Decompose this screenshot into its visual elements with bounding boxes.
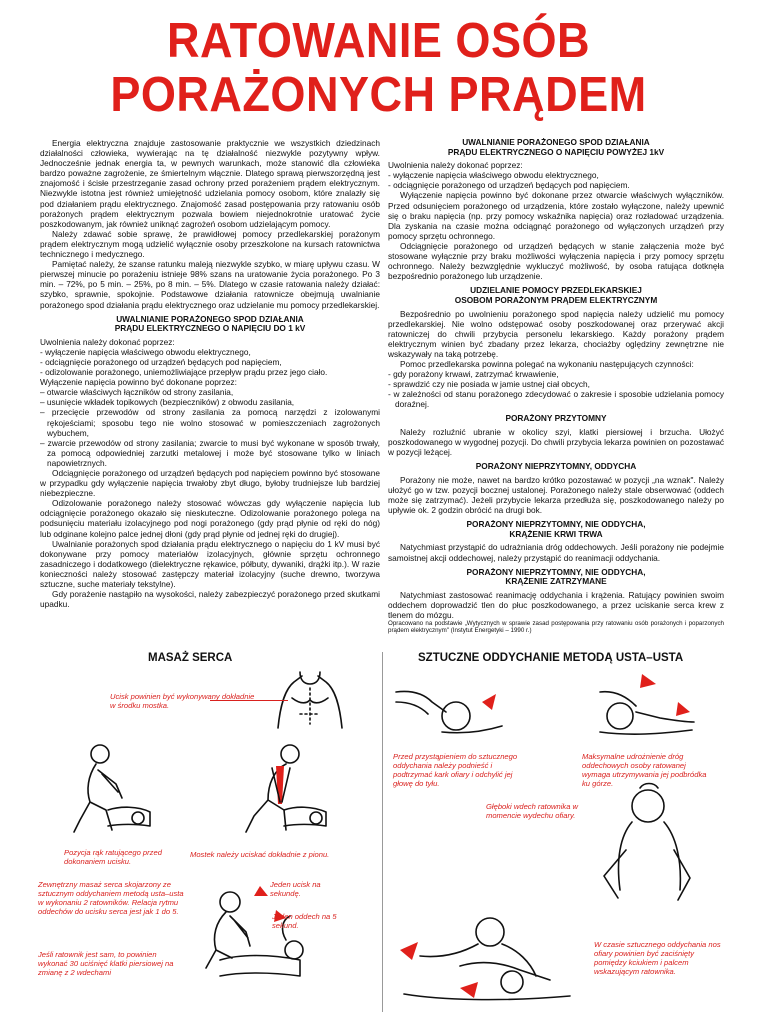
poster-title (30, 14, 726, 122)
head-tilt-illustration (392, 672, 512, 742)
body-paragraph: Natychmiast zastosować reanimację oddychania i krążenia. Ratujący powinien swoim oddechem doprowadzić tlen do płuc poszkodowanego, a przez uciskanie serca krew z tlenem do mózgu. (388, 589, 724, 621)
chin-lift-illustration (580, 672, 700, 742)
body-paragraph: Gdy porażenie nastąpiło na wysokości, należy zabezpieczyć porażonego przed skutkami upadku. (40, 589, 380, 610)
caption-before-breathing: Przed przystąpieniem do sztucznego oddychania należy podnieść i podtrzymać kark ofiary i odchylić jej głowę do tyłu. (393, 752, 518, 788)
caption-one-breath: Jeden oddech na 5 sekund. (272, 912, 337, 930)
body-paragraph: Natychmiast przystąpić do udrażniania dróg oddechowych. Jeśli porażony nie podejmie samoistnej akcji oddechowej, należy przystąpić do reanimacji oddychania. (388, 542, 724, 563)
caption-two-rescuers: Zewnętrzny masaż serca skojarzony ze sztucznym oddychaniem metodą usta–usta w wykonaniu 2 ratowników. Relacja rytmu oddechów do ucisku serca jest jak 1 do 5. (38, 880, 184, 916)
list-item: – otwarcie właściwych łączników od strony zasilania, (40, 387, 234, 398)
list-item: – zwarcie przewodów od strony zasilania; zwarcie to musi być wykonane w sposób trwały, za pomocą odpowiedniej zarzutki metalowej i może być stosowane tylko w liniach napowietrznych. (40, 437, 380, 468)
list-item: - odciągnięcie porażonego od urządzeń będących pod napięciem. (388, 180, 630, 191)
caption-sternum-vertical: Mostek należy uciskać dokładnie z pionu. (190, 850, 330, 859)
first-aid-list (388, 369, 724, 409)
mouth-to-mouth-title: SZTUCZNE ODDYCHANIE METODĄ USTA–USTA (418, 652, 684, 664)
intro-paragraph: Należy zdawać sobie sprawę, że prawidłowej pomocy przedlekarskiej porażonym prądem elektrycznym mogą udzielić wyłącznie osoby przeszkolone na kursach ratownictwa technicznego i medycznego. (40, 228, 380, 260)
body-paragraph: Uwalnianie porażonych spod działania prądu elektrycznego o napięciu do 1 kV musi być dokonywane przy pomocy materiałów izolacyjnych, głównie sprzętu ochronnego zasadniczego i dodatkowego (dielektryczne rękawice, półbuty, dywaniki, drążki itp.). W razie konieczności należy stosować zastępczy materiał izolacyjny (suche drewno, tworzywa sztuczne, suche materiały tekstylne). (40, 538, 380, 590)
caption-deep-breath: Głęboki wdech ratownika w momencie wydechu ofiary. (486, 802, 579, 820)
body-paragraph: Odizolowanie porażonego należy stosować wówczas gdy wyłączenie napięcia lub odciągnięcie porażonego okazało się nieskuteczne. Odizolowanie porażonego polega na podsunięciu materiału izolacyjnego pod nogi porażonego (gdy prąd płynie od ręki do nóg) lub odginane kolejno palce jednej dłoni (gdy prąd płynie od jednej ręki do drugiej). (40, 498, 380, 539)
heading-unconscious-breathing: PORAŻONY NIEPRZYTOMNY, ODDYCHA (475, 461, 637, 472)
rescuer-arms-vertical-illustration (232, 740, 332, 840)
list-item: - sprawdzić czy nie posiada w jamie ustnej ciał obcych, (388, 379, 590, 390)
right-column (388, 138, 724, 635)
rescuer-kneeling-illustration (60, 740, 160, 840)
section-heading-above-1kv: UWALNIANIE PORAŻONEGO SPOD DZIAŁANIA PRĄDU ELEKTRYCZNEGO O NAPIĘCIU POWYŻEJ 1kV (447, 137, 665, 157)
section-intro: Uwolnienia należy dokonać poprzez: (388, 160, 523, 171)
heart-massage-title: MASAŻ SERCA (148, 652, 233, 664)
body-paragraph: Wyłączenie napięcia powinno być dokonane przez otwarcie właściwych wyłączników. Przed odsunięciem porażonego od urządzenia, które zostało wyłączone, należy upewnić się o braku napięcia (np. przy pomocy wskaźnika napięcia) oraz rozładować urządzenia. Dla zyskania na czasie można odciągnąć porażonego od wyłączonych urządzeń przy pomocy sprzętu ochronnego. (388, 190, 724, 241)
caption-press-point: Ucisk powinien być wykonywany dokładnie w środku mostka. (110, 692, 255, 710)
switch-off-list (40, 387, 380, 468)
heading-conscious: PORAŻONY PRZYTOMNY (505, 413, 607, 424)
list-item: - odciągnięcie porażonego od urządzeń będących pod napięciem, (40, 356, 282, 367)
left-column (40, 138, 380, 609)
caption-single-rescuer: Jeśli ratownik jest sam, to powinien wykonać 30 uciśnięć klatki piersiowej na zmianę z 2 wdechami (38, 950, 174, 977)
body-paragraph: Pomoc przedlekarska powinna polegać na wykonaniu następujących czynności: (400, 358, 694, 369)
list-item: - odizolowanie porażonego, uniemożliwiające przepływ prądu przez jego ciało. (40, 367, 328, 378)
intro-paragraph: Energia elektryczna znajduje zastosowanie praktycznie we wszystkich dziedzinach działalności człowieka, wywierając na tę działalność niezwykle pozytywny wpływ. Jednocześnie jednak energia ta, w pewnych warunkach, może stanowić dla człowieka bardzo poważne zagrożenie, ze śmiertelnym włącznie. Dlatego sprawą pierwszorzędną jest znajomość i ścisłe przestrzeganie zasad ochrony przed porażeniem prądem elektrycznym. Niezwykle istotna jest również umiejętność udzielania pomocy osobom, które znalazły się pod działaniem prądu elektrycznego. Znajomość zasad postępowania przy ratowaniu osób porażonych prądem elektrycznym pozwala bowiem niejednokrotnie uratować życie poszkodowanym, jak również uniknąć zagrożeń osobom udzielającym pomocy. (40, 138, 380, 229)
body-paragraph: Odciągnięcie porażonego od urządzeń będących w stanie załączenia może być stosowane wyłącznie przy braku możliwości wyłączenia napięcia i przy pomocy sprzętu ochronnego. Należy bezwzględnie wykluczyć możliwość, by osoba ratująca dotknęła bezpośrednio porażonego lub urządzenie. (388, 240, 724, 282)
caption-hands-position: Pozycja rąk ratującego przed dokonaniem ucisku. (64, 848, 162, 866)
list-item: – usunięcie wkładek topikowych (bezpieczników) z obwodu zasilania, (40, 397, 295, 408)
source-note: Opracowano na podstawie „Wytycznych w sprawie zasad postępowania przy ratowaniu osób porażonych i poparzonych prądem elektrycznym" (Instytut Energetyki – 1990 r.) (388, 620, 724, 635)
release-methods-list (40, 347, 380, 377)
body-paragraph: Bezpośrednio po uwolnieniu porażonego spod napięcia należy udzielić mu pomocy przedlekarskiej. Nie wolno odstępować osoby poszkodowanej oraz przerywać akcji ratowniczej do chwili przybycia personelu lekarskiego. Każdy porażony prądem elektrycznym winien być zbadany przez lekarza, chociażby oględziny zewnętrzne nie wskazywały na taką potrzebę. (388, 308, 724, 359)
section-intro: Uwolnienia należy dokonać poprzez: (40, 336, 175, 347)
release-methods-list (388, 170, 724, 190)
caption-nose-pinch: W czasie sztucznego oddychania nos ofiary powinien być zaciśnięty pomiędzy kciukiem i palcem wskazującym ratownika. (594, 940, 721, 976)
list-item: - w zależności od stanu porażonego zdecydować o zakresie i sposobie udzielania pomocy doraźnej. (388, 389, 724, 410)
section-heading-first-aid: UDZIELANIE POMOCY PRZEDLEKARSKIEJ OSOBOM PORAŻONYM PRĄDEM ELEKTRYCZNYM (454, 285, 658, 305)
list-item: – przecięcie przewodów od strony zasilania za pomocą narzędzi z izolowanymi rękojeściami; sposobu tego nie wolno stosować w pomieszczeniach zagrożonych wybuchem, (40, 407, 380, 438)
list-item: - gdy porażony krwawi, zatrzymać krwawienie, (388, 369, 559, 380)
switch-off-intro: Wyłączenie napięcia powinno być dokonane poprzez: (40, 377, 237, 388)
caption-one-press: Jeden ucisk na sekundę. (270, 880, 321, 898)
intro-paragraph: Pamiętać należy, że szanse ratunku maleją niezwykle szybko, w miarę upływu czasu. W pierwszej minucie po porażeniu istnieje 98% szans na uratowanie życia porażonego. Po 3 min. – 72%, po 5 min. – 25%, po 8 min. – 5%. Dlatego w czasie ratowania należy działać: szybko, sprawnie, spokojnie. Podstawowe działania ratownicze obejmują uwalnianie porażonego spod działania prądu elektrycznego oraz udzielanie mu pomocy przedlekarskiej. (40, 259, 380, 310)
torso-illustration (270, 668, 350, 738)
rescuer-inhaling-illustration (590, 780, 700, 910)
heading-not-breathing: PORAŻONY NIEPRZYTOMNY, NIE ODDYCHA, KRĄŻENIE KRWI TRWA (466, 519, 646, 539)
section-divider (382, 652, 383, 1012)
title-line-1: RATOWANIE OSÓB (166, 14, 591, 68)
title-line-2: PORAŻONYCH PRĄDEM (110, 68, 647, 122)
list-item: - wyłączenie napięcia właściwego obwodu elektrycznego, (40, 346, 251, 357)
mouth-to-mouth-illustration (400, 910, 600, 1010)
heading-cardiac-arrest: PORAŻONY NIEPRZYTOMNY, NIE ODDYCHA, KRĄŻENIE ZATRZYMANE (466, 566, 646, 587)
body-paragraph: Należy rozluźnić ubranie w okolicy szyi, klatki piersiowej i brzucha. Ułożyć poszkodowanego w wygodnej pozycji. Do chwili przybycia lekarza powinien on pozostawać w pozycji leżącej. (388, 427, 724, 458)
list-item: - wyłączenie napięcia właściwego obwodu elektrycznego, (388, 170, 599, 181)
body-paragraph: Porażony nie może, nawet na bardzo krótko pozostawać w pozycji „na wznak". Należy ułożyć go w tzw. pozycji bocznej ustalonej. Porażonego należy stale obserwować (oddech może się zatrzymać). Jeżeli przybycie lekarza przedłuża się, poszkodowanego należy po upływie ok. 2 godzin obrócić na drugi bok. (388, 474, 724, 516)
section-heading-up-to-1kv: UWALNIANIE PORAŻONEGO SPOD DZIAŁANIA PRĄDU ELEKTRYCZNEGO O NAPIĘCIU DO 1 kV (114, 313, 306, 334)
body-paragraph: Odciągnięcie porażonego od urządzeń będących pod napięciem powinno być stosowane w przypadku gdy wyłączenie napięcia trwałoby zbyt długo, byłoby trudniejsze lub bardziej niebezpieczne. (40, 468, 380, 499)
caption-airway-open: Maksymalne udrożnienie dróg oddechowych osoby ratowanej wymaga utrzymywania jej podbródka ku górze. (582, 752, 707, 788)
